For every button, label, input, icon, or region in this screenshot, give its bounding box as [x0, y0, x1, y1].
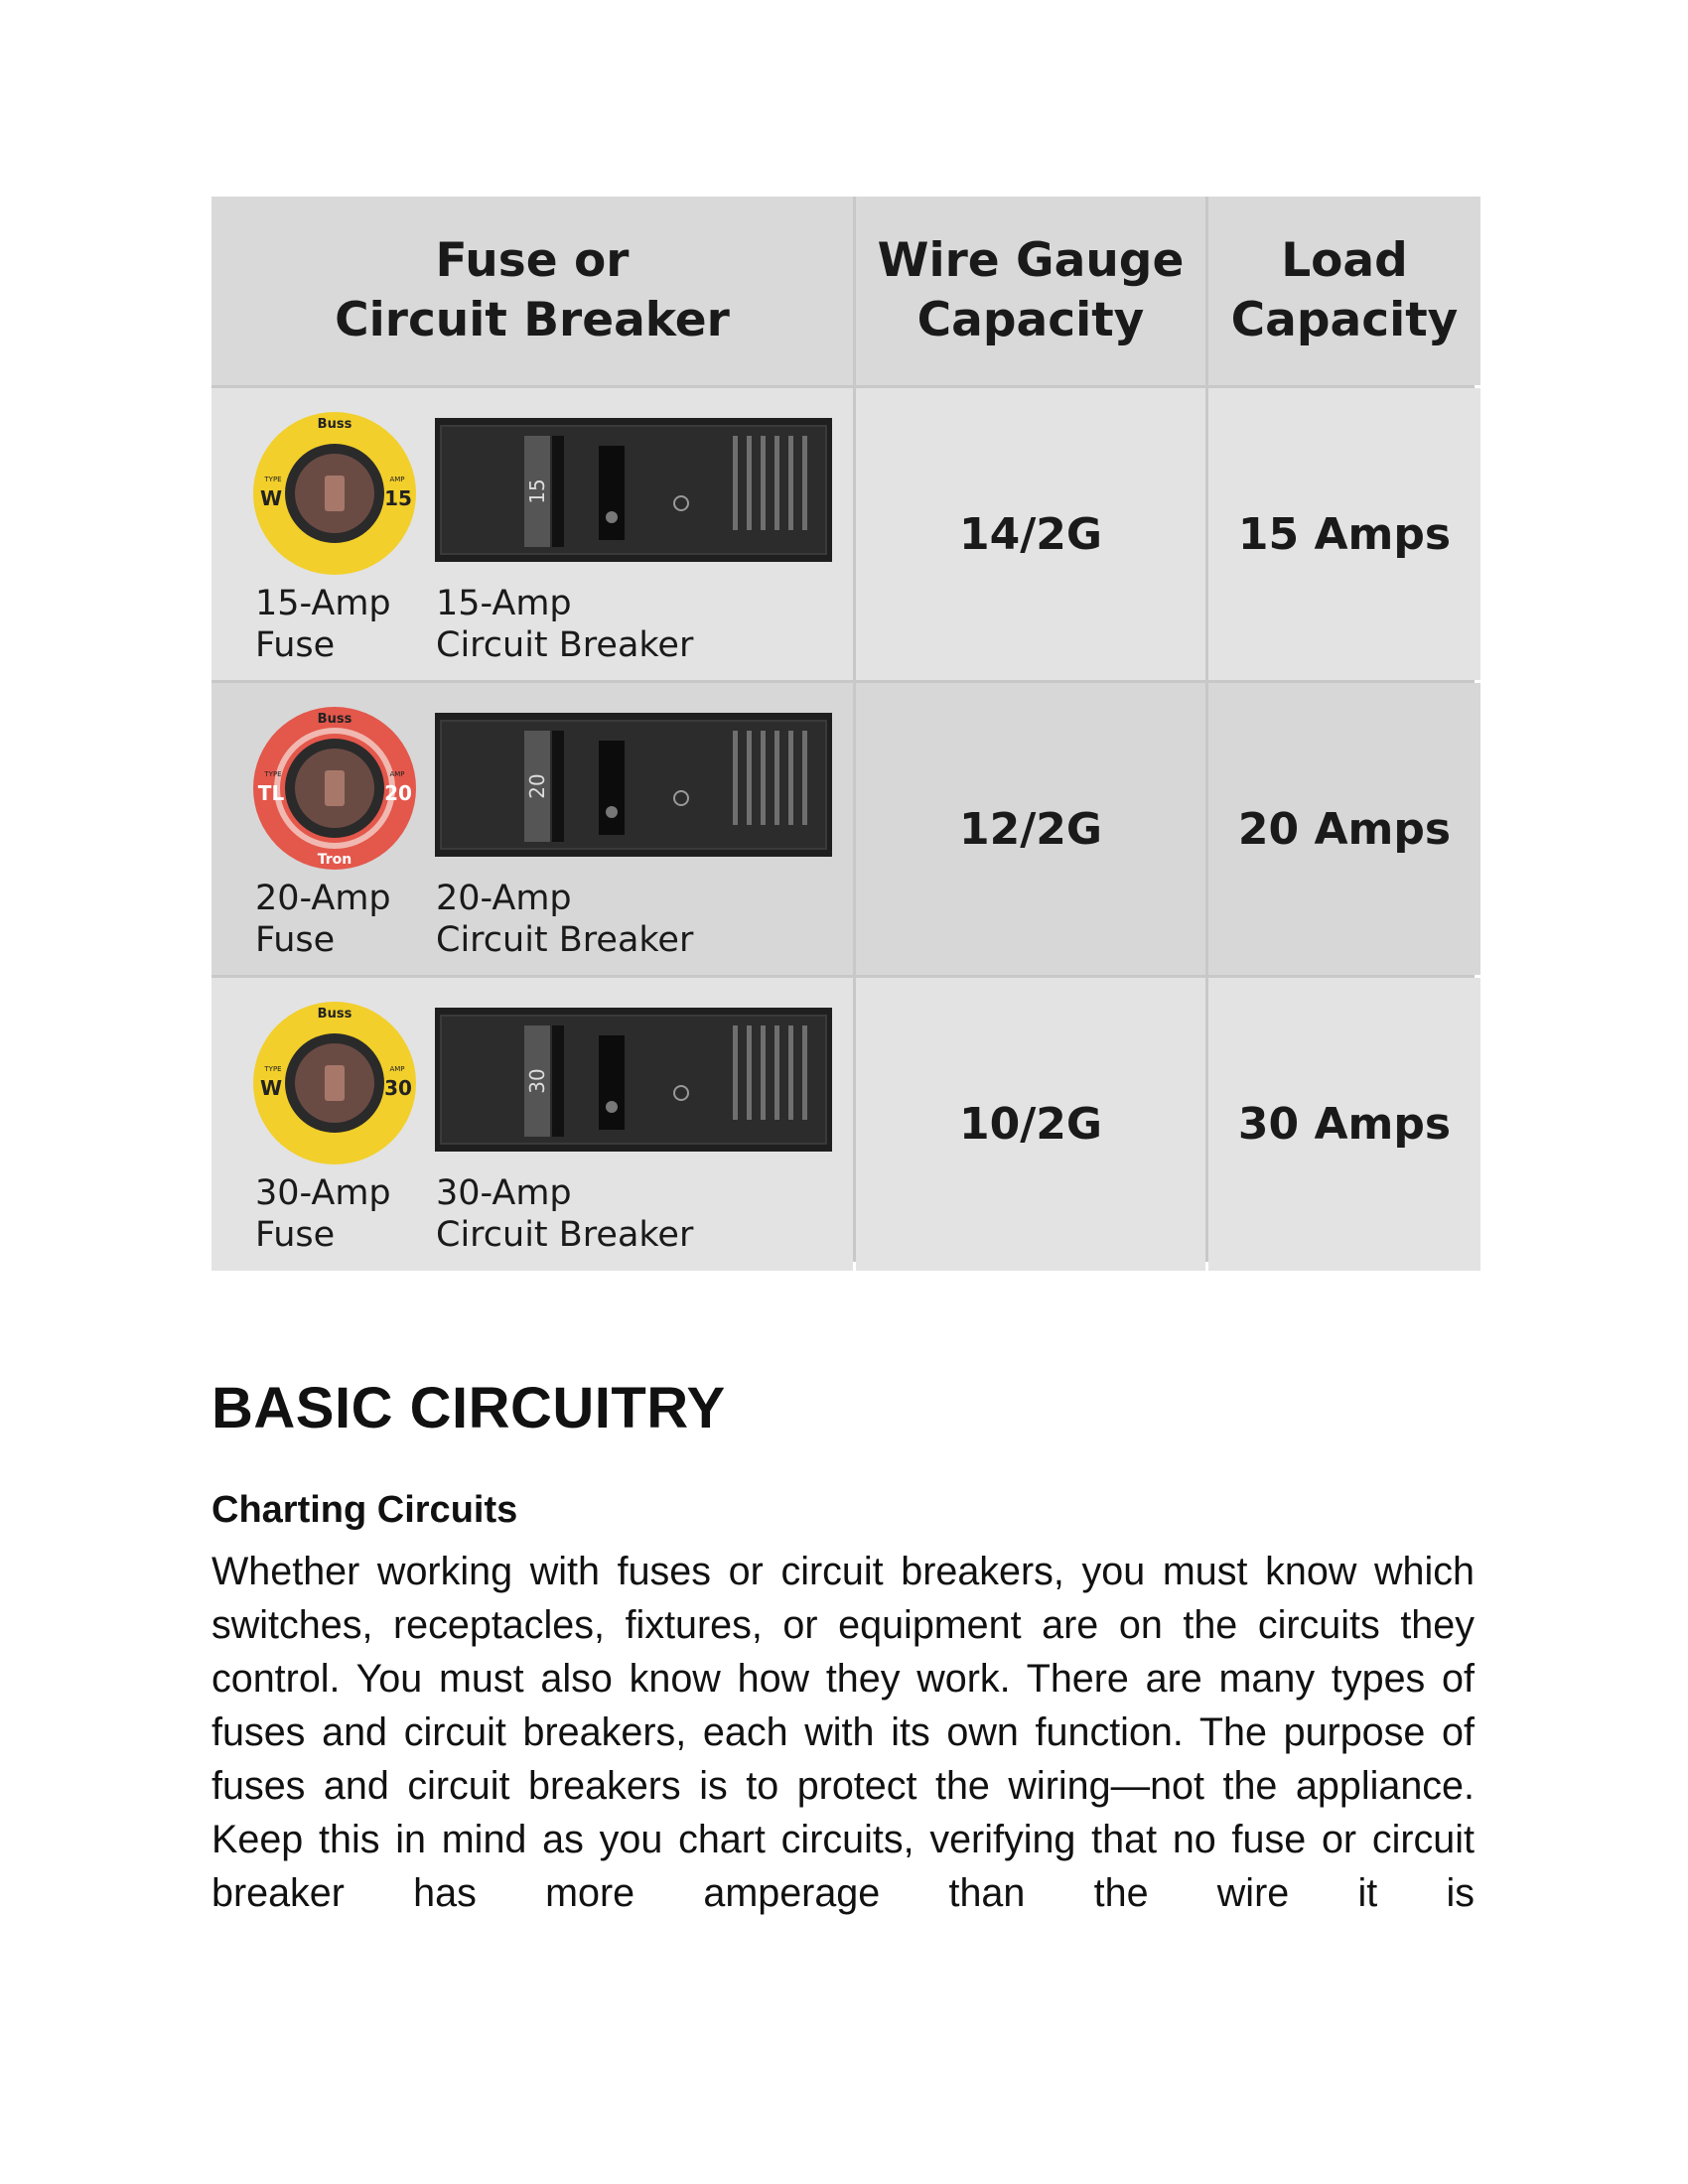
breaker-caption-line: Circuit Breaker: [436, 1215, 694, 1255]
fuse-caption-line: 30-Amp: [255, 1173, 391, 1213]
header-load-line1: Load: [1281, 233, 1408, 288]
fuse-caption-line: 20-Amp: [255, 879, 391, 918]
plug-fuse-image: [251, 1000, 418, 1166]
circuit-breaker-image: [435, 418, 832, 562]
plug-fuse-image: [251, 410, 418, 577]
breaker-rating-label: 30: [525, 1068, 549, 1094]
load-capacity-cell: 20 Amps: [1208, 683, 1480, 975]
fuse-caption-line: Fuse: [255, 920, 336, 960]
fuse-caption-line: 15-Amp: [255, 584, 391, 623]
fuse-amp-caption: AMP: [389, 770, 405, 778]
fuse-caption: [255, 878, 391, 961]
breaker-caption: [436, 878, 693, 961]
fuse-brand-label: Buss: [317, 712, 352, 727]
plug-fuse-image: [251, 705, 418, 872]
section-title: BASIC CIRCUITRY: [211, 1376, 726, 1440]
load-capacity-cell: 15 Amps: [1208, 388, 1480, 680]
fuse-brand-label: Buss: [317, 1007, 352, 1022]
fuse-type-caption: TYPE: [264, 476, 282, 483]
fuse-caption: [255, 583, 391, 666]
breaker-caption-line: 30-Amp: [436, 1173, 572, 1213]
fuse-caption: [255, 1172, 391, 1256]
fuse-caption-line: Fuse: [255, 625, 336, 665]
fuse-brand-label: Buss: [317, 417, 352, 432]
header-load: [1208, 197, 1480, 385]
header-device-line2: Circuit Breaker: [335, 293, 730, 347]
fuse-type-caption: TYPE: [264, 1065, 282, 1073]
breaker-caption: [436, 583, 693, 666]
device-cell: [211, 978, 853, 1271]
fuse-amp-label: 15: [384, 486, 412, 510]
breaker-rating-label: 20: [525, 773, 549, 799]
breaker-caption-line: Circuit Breaker: [436, 625, 694, 665]
wire-gauge-cell: 14/2G: [856, 388, 1205, 680]
fuse-caption-line: Fuse: [255, 1215, 336, 1255]
breaker-rating-label: 15: [525, 478, 549, 504]
fuse-type-label: TL: [257, 781, 285, 805]
fuse-amp-label: 30: [384, 1076, 412, 1100]
body-paragraph: Whether working with fuses or circuit breakers, you must know which switches, receptacles, fixtures, or equipment are on the circuits they control. You must also know how they work. There are many types of fuses and circuit breakers, each with its own function. The purpose of fuses and circuit breakers is to protect the wiring—not the appliance. Keep this in mind as you chart circuits, verifying that no fuse or circuit breaker has more amperage than the wire it is: [211, 1550, 1475, 1915]
device-cell: [211, 683, 853, 975]
breaker-caption-line: 20-Amp: [436, 879, 572, 918]
fuse-type-label: W: [259, 486, 283, 510]
header-device-line1: Fuse or: [435, 233, 630, 288]
header-device: [211, 197, 853, 385]
header-gauge-line2: Capacity: [916, 293, 1145, 347]
fuse-amp-label: 20: [384, 781, 412, 805]
fuse-breaker-table: [211, 197, 1475, 1262]
fuse-type-caption: TYPE: [264, 770, 282, 778]
fuse-amp-caption: AMP: [389, 476, 405, 483]
wire-gauge-cell: 10/2G: [856, 978, 1205, 1271]
fuse-type-label: W: [259, 1076, 283, 1100]
load-capacity-cell: 30 Amps: [1208, 978, 1480, 1271]
breaker-caption-line: Circuit Breaker: [436, 920, 694, 960]
header-load-line2: Capacity: [1230, 293, 1459, 347]
fuse-amp-caption: AMP: [389, 1065, 405, 1073]
subsection-title: Charting Circuits: [211, 1489, 518, 1531]
fuse-bottom-label: Tron: [317, 852, 352, 868]
header-gauge: [856, 197, 1205, 385]
circuit-breaker-image: [435, 1008, 832, 1152]
wire-gauge-cell: 12/2G: [856, 683, 1205, 975]
breaker-caption: [436, 1172, 693, 1256]
header-gauge-line1: Wire Gauge: [877, 233, 1185, 288]
circuit-breaker-image: [435, 713, 832, 857]
device-cell: [211, 388, 853, 680]
breaker-caption-line: 15-Amp: [436, 584, 572, 623]
